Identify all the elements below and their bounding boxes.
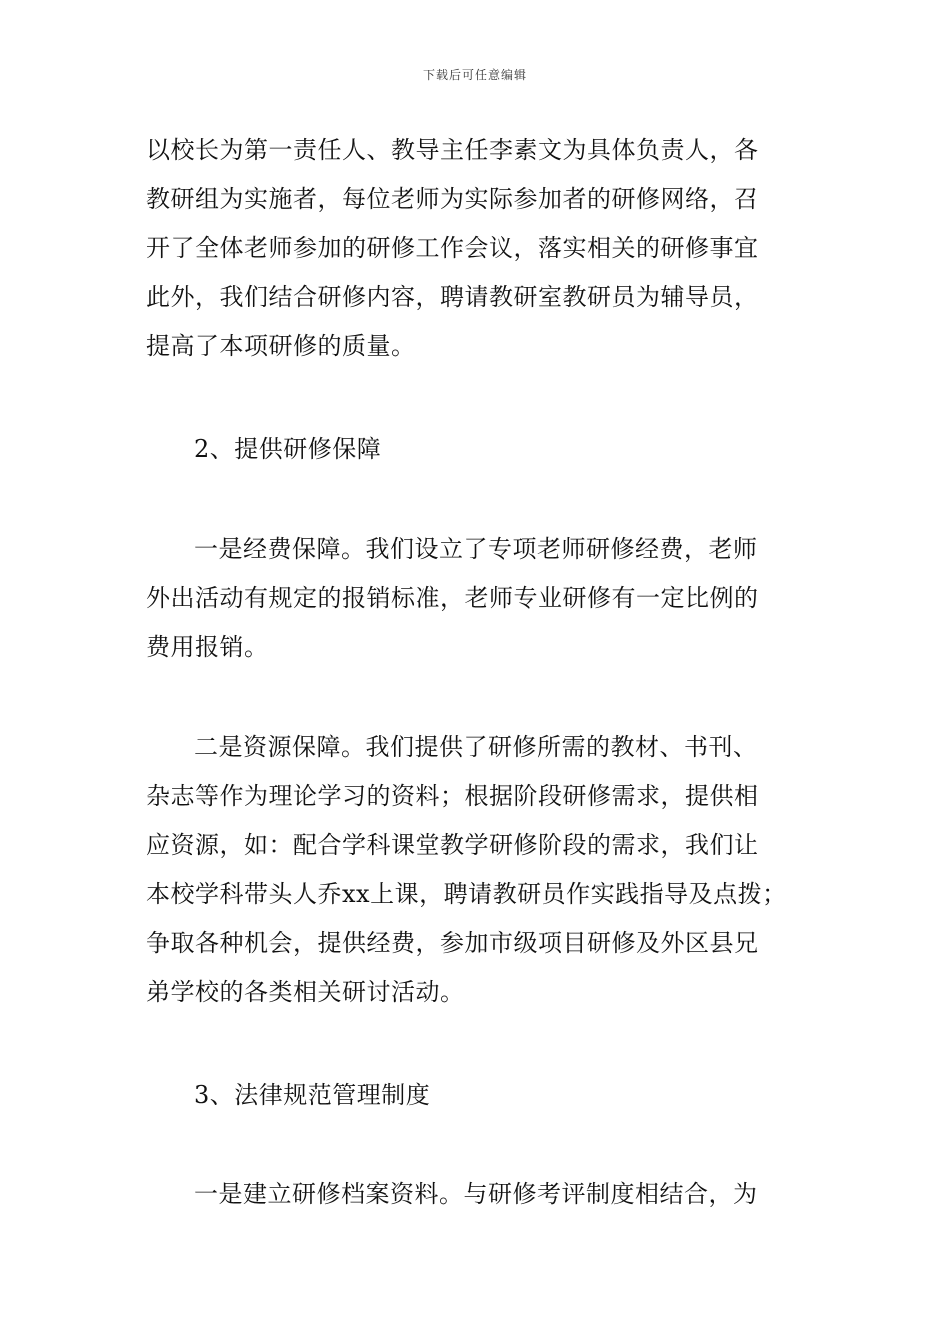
text-line: 外出活动有规定的报销标准，老师专业研修有一定比例的	[146, 584, 759, 612]
heading-text: 3、法律规范管理制度	[194, 1081, 431, 1109]
text-line: 一是经费保障。我们设立了专项老师研修经费，老师	[194, 535, 758, 563]
paragraph-funding-guarantee	[146, 525, 826, 672]
text-line: 本校学科带头人乔xx上课，聘请教研员作实践指导及点拨；	[146, 880, 787, 908]
text-line: 此外，我们结合研修内容，聘请教研室教研员为辅导员，	[146, 283, 759, 311]
text-line: 杂志等作为理论学习的资料；根据阶段研修需求，提供相	[146, 782, 759, 810]
text-line: 应资源，如：配合学科课堂教学研修阶段的需求，我们让	[146, 831, 759, 859]
section-heading-2	[194, 425, 874, 474]
text-line: 弟学校的各类相关研讨活动。	[146, 978, 465, 1006]
text-line: 开了全体老师参加的研修工作会议，落实相关的研修事宜	[146, 234, 759, 262]
text-line: 二是资源保障。我们提供了研修所需的教材、书刊、	[194, 733, 758, 761]
text-line: 教研组为实施者，每位老师为实际参加者的研修网络，召	[146, 185, 759, 213]
text-line: 争取各种机会，提供经费，参加市级项目研修及外区县兄	[146, 929, 759, 957]
text-line: 费用报销。	[146, 633, 269, 661]
page-header-note: 下载后可任意编辑	[422, 68, 527, 82]
text-line: 以校长为第一责任人、教导主任李素文为具体负责人，各	[146, 136, 759, 164]
section-heading-3	[194, 1071, 874, 1120]
text-line: 一是建立研修档案资料。与研修考评制度相结合，为	[194, 1180, 758, 1208]
text-line: 提高了本项研修的质量。	[146, 332, 416, 360]
paragraph-research-network	[146, 126, 826, 371]
paragraph-resource-guarantee	[146, 723, 826, 1017]
paragraph-archive-records	[146, 1170, 826, 1219]
heading-text: 2、提供研修保障	[194, 435, 382, 463]
